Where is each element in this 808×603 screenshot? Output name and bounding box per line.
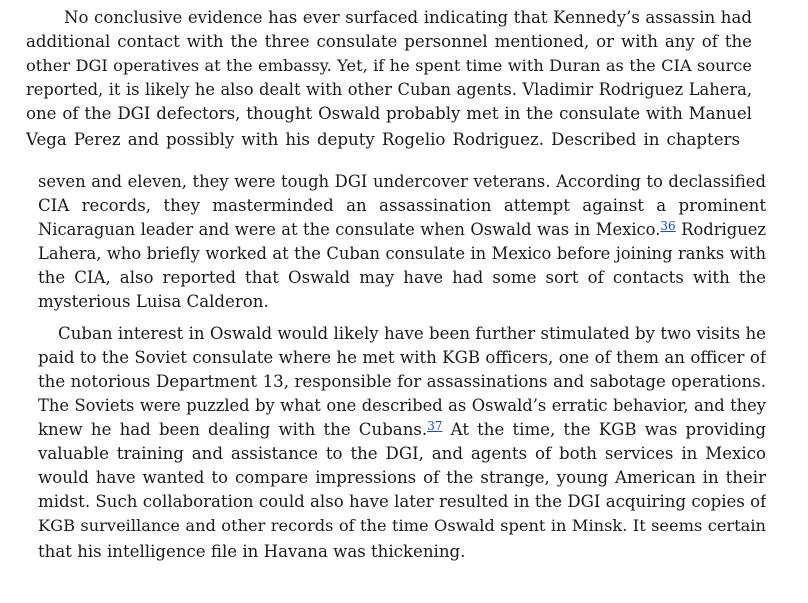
line-text: the CIA, also reported that Oswald may have had some sort of contacts with the <box>38 268 766 287</box>
line-text: midst. Such collaboration could also have later resulted in the DGI acquiring copies of <box>38 492 766 511</box>
line-text: Cuban interest in Oswald would likely have been further stimulated by two visits he <box>58 324 766 343</box>
text-line <box>38 194 766 218</box>
text-line <box>26 78 752 102</box>
line-text: the notorious Department 13, responsible for assassinations and sabotage operations. <box>38 372 766 391</box>
line-text: one of the DGI defectors, thought Oswald probably met in the consulate with Manuel <box>26 104 752 123</box>
line-text: paid to the Soviet consulate where he met with KGB officers, one of them an officer of <box>38 348 766 367</box>
line-text: Lahera, who briefly worked at the Cuban consulate in Mexico before joining ranks with <box>38 244 766 263</box>
footnote-link-36[interactable]: 36 <box>660 219 676 233</box>
text-line <box>26 128 740 152</box>
line-text: mysterious Luisa Calderon. <box>38 292 269 311</box>
text-line <box>26 30 752 54</box>
line-text: additional contact with the three consulate personnel mentioned, or with any of the <box>26 32 752 51</box>
text-line <box>38 418 766 442</box>
text-line <box>38 540 766 564</box>
text-line <box>38 370 766 394</box>
line-text: At the time, the KGB was providing <box>442 420 766 439</box>
text-line <box>26 102 752 126</box>
line-text: knew he had been dealing with the Cubans. <box>38 420 428 439</box>
text-line <box>38 170 766 194</box>
line-text: KGB surveillance and other records of the time Oswald spent in Minsk. It seems certain <box>38 516 766 535</box>
line-text: No conclusive evidence has ever surfaced indicating that Kennedy’s assassin had <box>64 8 752 27</box>
line-text: valuable training and assistance to the DGI, and agents of both services in Mexico <box>38 444 766 463</box>
line-text: Vega Perez and possibly with his deputy Rogelio Rodriguez. Described in chapters <box>26 130 740 149</box>
line-text: other DGI operatives at the embassy. Yet, if he spent time with Duran as the CIA source <box>26 56 752 75</box>
line-text: seven and eleven, they were tough DGI undercover veterans. According to declassified <box>38 172 766 191</box>
text-line <box>38 242 766 266</box>
text-line <box>26 54 752 78</box>
text-line <box>38 514 766 538</box>
text-line <box>38 290 766 314</box>
text-line <box>38 466 766 490</box>
text-line <box>38 346 766 370</box>
line-text: Nicaraguan leader and were at the consulate when Oswald was in Mexico. <box>38 220 661 239</box>
text-line <box>38 490 766 514</box>
text-line <box>38 218 766 242</box>
line-text: Rodriguez <box>675 220 766 239</box>
line-text: reported, it is likely he also dealt with other Cuban agents. Vladimir Rodriguez Lahera, <box>26 80 752 99</box>
line-text: would have wanted to compare impressions of the strange, young American in their <box>38 468 766 487</box>
text-line <box>58 322 766 346</box>
text-line <box>38 442 766 466</box>
footnote-link-37[interactable]: 37 <box>427 419 443 433</box>
line-text: that his intelligence file in Havana was thickening. <box>38 542 466 561</box>
text-line <box>64 6 752 30</box>
line-text: CIA records, they masterminded an assassination attempt against a prominent <box>38 196 766 215</box>
text-line <box>38 266 766 290</box>
line-text: The Soviets were puzzled by what one described as Oswald’s erratic behavior, and they <box>38 396 766 415</box>
text-line <box>38 394 766 418</box>
